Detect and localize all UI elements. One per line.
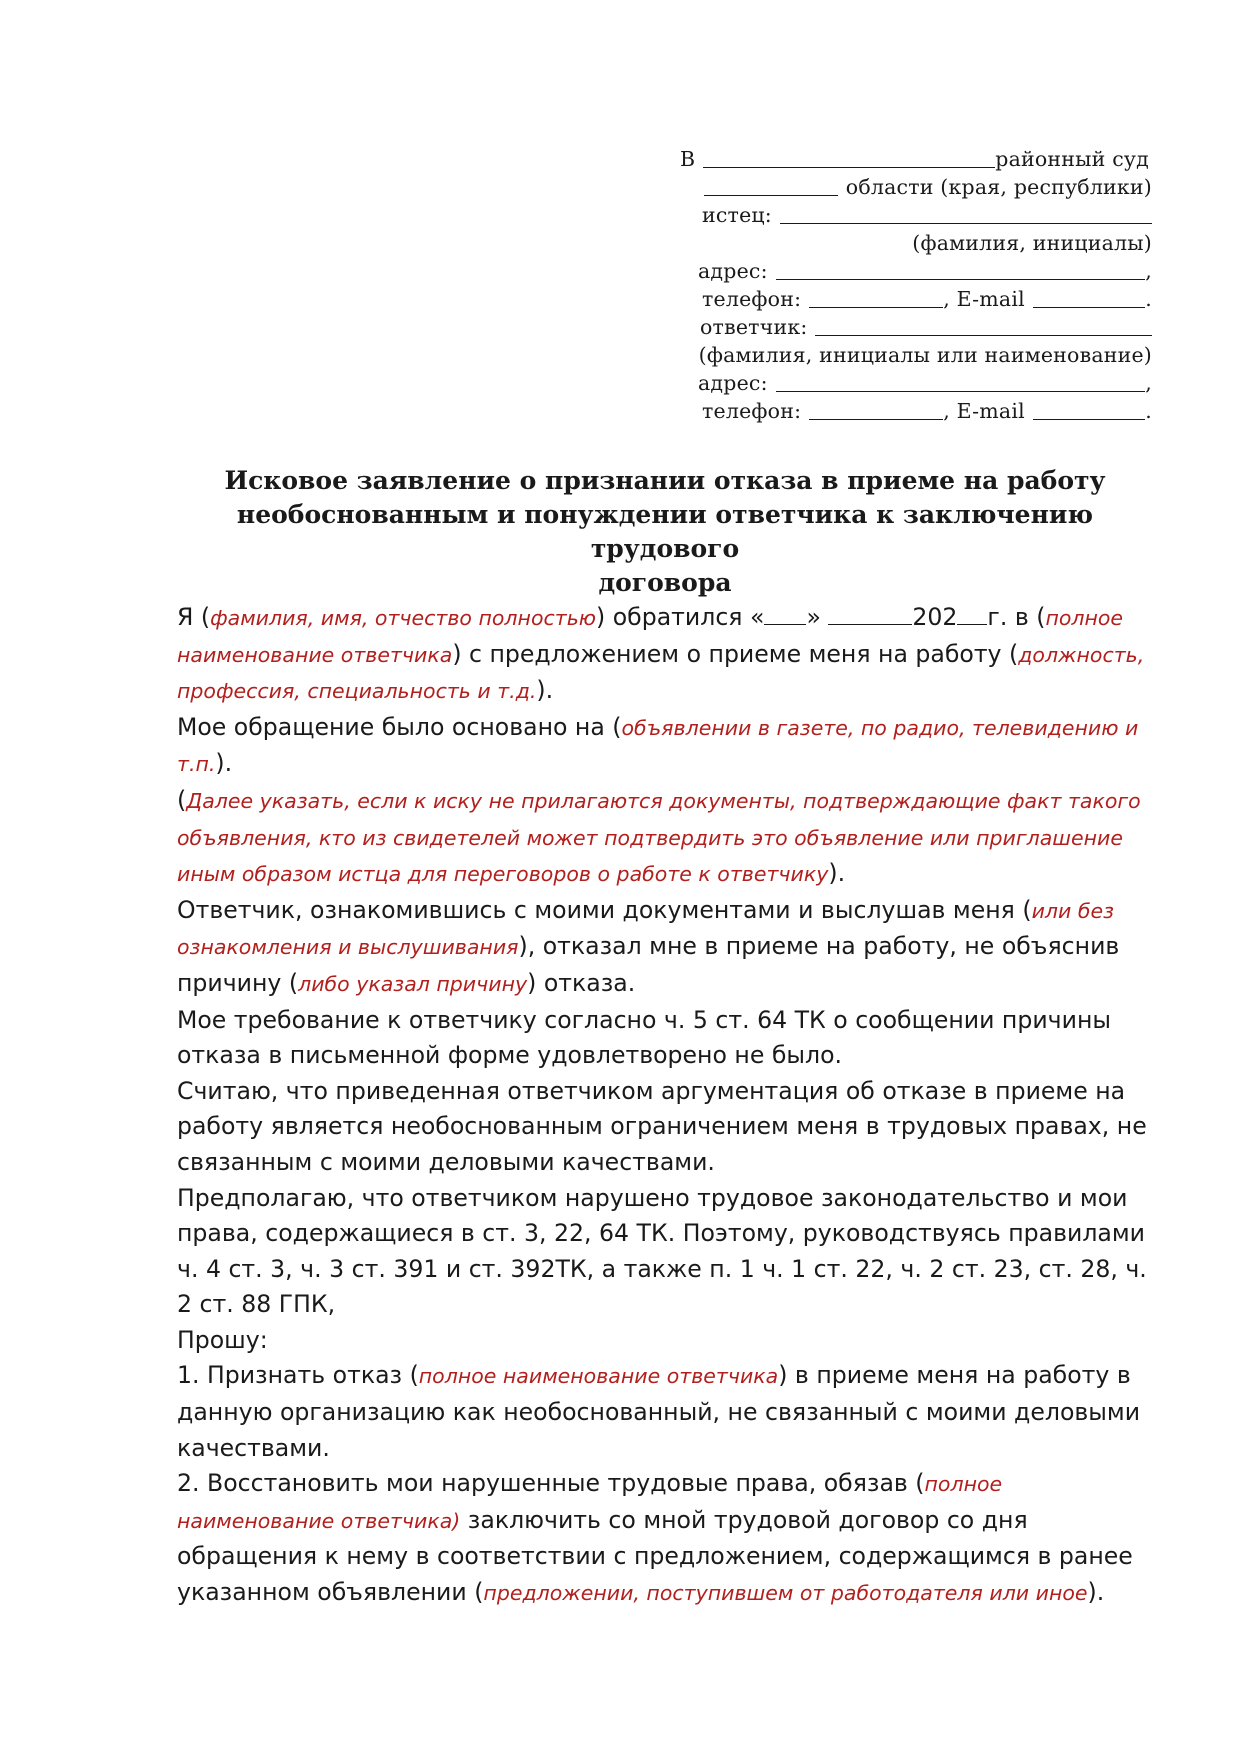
plaintiff-hint-line: [680, 229, 1152, 257]
request-item-2: [177, 1466, 1162, 1611]
text-span: ).: [1087, 1578, 1105, 1607]
plaintiff-address-line: [680, 257, 1152, 285]
title-line-2: необоснованным и понуждении ответчика к заключению трудового: [236, 500, 1094, 563]
text-span: Ответчик, ознакомившись с моими документами и выслушав меня (: [177, 895, 1032, 924]
text-span: Я (: [177, 603, 211, 631]
text-span: »: [806, 603, 829, 631]
plaintiff-phone-line: [680, 285, 1152, 313]
text-span: 1. Признать отказ (: [177, 1361, 419, 1390]
court-header: [680, 145, 1152, 425]
text-span: ) в приеме меня на работу в данную организацию как необоснованный, не связанный с моими деловыми качествами.: [177, 1361, 1141, 1462]
defendant-address-line: [680, 369, 1152, 397]
plaintiff-address-comma: ,: [1145, 259, 1152, 283]
text-span: (: [177, 785, 187, 814]
court-name-blank: [703, 147, 995, 168]
paragraph-refusal: [177, 893, 1162, 1003]
text-span: ) обратился «: [596, 603, 765, 631]
hint-defendant-name: полное наименование ответчика): [177, 1472, 1003, 1533]
hint-defendant-name: полное наименование ответчика: [418, 1364, 779, 1389]
region-line: [680, 173, 1152, 201]
paragraph-basis: [177, 710, 1162, 783]
hint-without-review: или без ознакомления и выслушивания: [177, 898, 1114, 960]
defendant-line: [680, 313, 1152, 341]
defendant-email-period: .: [1145, 399, 1152, 423]
text-span: ) с предложением о приеме меня на работу (: [452, 639, 1019, 668]
hint-evidence: Далее указать, если к иску не прилагаются документы, подтверждающие факт такого объявления, кто из свидетелей может подтвердить это объявление или приглашение иным образом истца для переговоров о работе к ответчику: [177, 788, 1141, 887]
defendant-phone-label: телефон:: [702, 399, 802, 423]
plaintiff-phone-blank: [809, 287, 943, 308]
text-span: Мое обращение было основано на (: [177, 712, 622, 741]
year-prefix: 202: [912, 603, 958, 631]
document-title: [170, 464, 1160, 600]
plaintiff-line: [680, 201, 1152, 229]
region-blank: [704, 175, 838, 196]
plaintiff-phone-label: телефон:: [702, 287, 802, 311]
plaintiff-address-blank: [776, 259, 1146, 280]
hint-full-name: фамилия, имя, отчество полностью: [210, 606, 597, 630]
year-blank: [957, 604, 987, 625]
hint-advertisement: объявлении в газете, по радио, телевидению и т.п.: [177, 715, 1139, 777]
defendant-email-blank: [1033, 399, 1145, 420]
hint-offer-source: предложении, поступившем от работодателя или иное: [483, 1581, 1088, 1606]
hint-defendant-name: полное наименование ответчика: [177, 606, 1124, 667]
text-span: заключить со мной трудовой договор со дня обращения к нему в соответствии с предложением, содержащимся в ранее указанном объявлении (: [177, 1505, 1133, 1607]
court-prefix: В: [680, 147, 696, 171]
text-span: ).: [536, 676, 554, 705]
paragraph-evidence: [177, 783, 1162, 893]
plaintiff-address-label: адрес:: [698, 259, 768, 283]
text-span: ).: [828, 859, 846, 888]
title-line-3: договора: [598, 568, 732, 597]
defendant-blank: [815, 315, 1152, 336]
plaintiff-hint: (фамилия, инициалы): [912, 231, 1152, 255]
defendant-label: ответчик:: [700, 315, 808, 339]
text-span: ) отказа.: [527, 968, 636, 997]
day-blank: [764, 604, 806, 625]
court-line: [680, 145, 1152, 173]
defendant-hint-line: [680, 341, 1152, 369]
plaintiff-email-period: .: [1145, 287, 1152, 311]
month-blank: [828, 604, 912, 625]
paragraph-opinion: Считаю, что приведенная ответчиком аргументация об отказе в приеме на работу является необоснованным ограничением меня в трудовых правах, не связанным с моими деловыми качествами.: [177, 1076, 1147, 1176]
paragraph-appeal: [177, 600, 1162, 710]
plaintiff-email-label: , E-mail: [943, 287, 1025, 311]
hint-reason: либо указал причину: [298, 971, 528, 996]
claim-body: [177, 600, 1162, 1612]
paragraph-legal-basis: Предполагаю, что ответчиком нарушено трудовое законодательство и мои права, содержащиеся в ст. 3, 22, 64 ТК. Поэтому, руководствуясь правилами ч. 4 ст. 3, ч. 3 ст. 391 и ст. 392ТК, а также п. 1 ч. 1 ст. 22, ч. 2 ст. 23, ст. 28, ч. 2 ст. 88 ГПК,: [177, 1183, 1147, 1319]
defendant-address-blank: [776, 371, 1146, 392]
text-span: г. в (: [987, 603, 1046, 631]
plaintiff-label: истец:: [702, 203, 772, 227]
plaintiff-email-blank: [1033, 287, 1145, 308]
region-suffix: области (края, республики): [845, 175, 1152, 199]
title-line-1: Исковое заявление о признании отказа в приеме на работу: [224, 466, 1106, 495]
defendant-address-comma: ,: [1145, 371, 1152, 395]
defendant-email-label: , E-mail: [943, 399, 1025, 423]
text-span: 2. Восстановить мои нарушенные трудовые права, обязав (: [177, 1469, 925, 1498]
paragraph-requirement: Мое требование к ответчику согласно ч. 5 ст. 64 ТК о сообщении причины отказа в письменной форме удовлетворено не было.: [177, 1005, 1111, 1070]
text-span: ).: [215, 749, 233, 778]
defendant-address-label: адрес:: [698, 371, 768, 395]
defendant-phone-blank: [809, 399, 943, 420]
hint-position: должность, профессия, специальность и т.д.: [177, 642, 1145, 704]
plaintiff-blank: [780, 203, 1152, 224]
paragraph-request-heading: Прошу:: [177, 1325, 268, 1354]
defendant-phone-line: [680, 397, 1152, 425]
request-item-1: [177, 1358, 1162, 1466]
defendant-hint: (фамилия, инициалы или наименование): [698, 343, 1152, 367]
text-span: ), отказал мне в приеме на работу, не объяснив причину (: [177, 932, 1120, 997]
court-suffix: районный суд: [995, 147, 1150, 171]
